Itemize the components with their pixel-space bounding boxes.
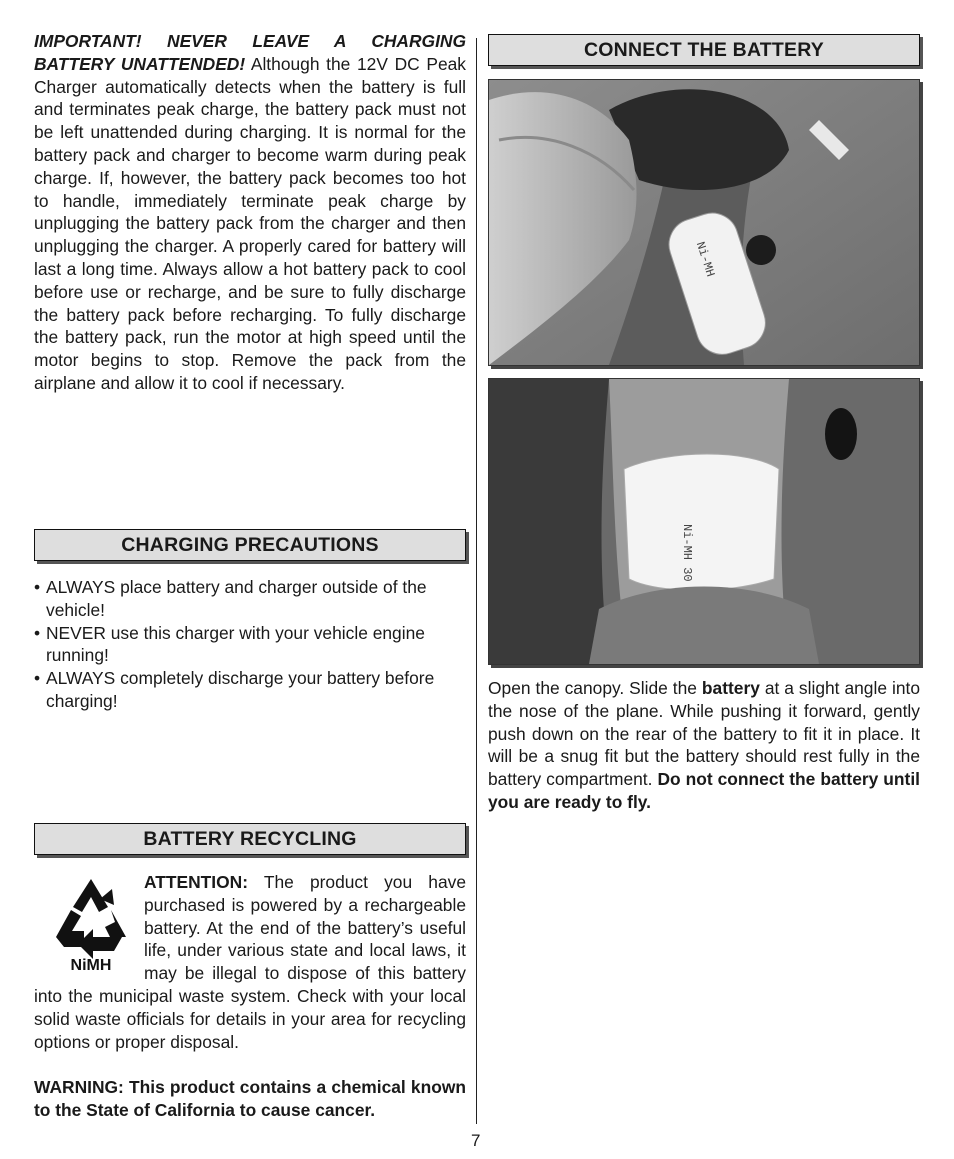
page-number: 7 bbox=[471, 1131, 481, 1150]
recycling-section bbox=[34, 871, 466, 1122]
battery-recycling-title: BATTERY RECYCLING bbox=[143, 828, 357, 850]
recycle-icon bbox=[48, 875, 134, 975]
connect-battery-header bbox=[488, 34, 920, 66]
column-divider bbox=[476, 38, 477, 1124]
left-column bbox=[34, 30, 466, 395]
list-item: • ALWAYS place battery and charger outside of the vehicle! bbox=[34, 577, 427, 620]
precautions-list bbox=[34, 576, 466, 713]
attention-text: The product you have purchased is powered by a rechargeable battery. At the end of the battery’s useful life, under various state and local laws, it may be illegal to dispose of this battery into the municipal waste system. Check with your local solid waste officials for details in your area for recycling options or proper disposal. bbox=[34, 872, 466, 1052]
battery-label-1: Ni-MH bbox=[692, 239, 718, 279]
connect-instructions bbox=[488, 677, 920, 814]
do-not-connect-warning: Do not connect the battery until you are ready to fly. bbox=[488, 769, 920, 812]
battery-insertion-photo-2 bbox=[488, 378, 920, 665]
instructions-text: Open the canopy. Slide the bbox=[488, 678, 702, 698]
connect-battery-title: CONNECT THE BATTERY bbox=[584, 39, 824, 61]
battery-emphasis: battery bbox=[701, 678, 760, 698]
precaution-text: ALWAYS place battery and charger outside of the vehicle! bbox=[46, 577, 427, 620]
battery-recycling-header bbox=[34, 823, 466, 855]
list-item: • NEVER use this charger with your vehicle engine running! bbox=[34, 622, 425, 666]
nimh-label: NiMH bbox=[70, 957, 112, 974]
intro-text: Although the 12V DC Peak Charger automatically detects when the battery is full and terminates peak charge, the battery pack must not be left unattended during charging. It is normal for the battery pack and charger to become warm during peak charge. If, however, the battery pack becomes too hot to handle, immediately terminate peak charge by unplugging the battery pack from the charger and then unplugging the charger. A properly cared for battery will last a long time. Always allow a hot battery pack to cool before use or recharge, and be sure to fully discharge the battery pack before recharging. To fully discharge the battery pack, run the motor at high speed until the motor begins to stop. Remove the pack from the airplane and allow it to cool if necessary. bbox=[34, 53, 466, 393]
charging-precautions-title: CHARGING PRECAUTIONS bbox=[121, 534, 379, 556]
precaution-text: NEVER use this charger with your vehicle engine running! bbox=[46, 622, 425, 666]
battery-insertion-photo-1 bbox=[488, 79, 920, 366]
charging-precautions-header bbox=[34, 529, 466, 561]
instructions-text: at a slight angle into the nose of the plane. While pushing it forward, gently push down on the rear of the battery to fit it in place. It will be a snug fit but the battery should rest fully in the battery compartment. bbox=[488, 678, 920, 790]
california-warning: WARNING: This product contains a chemical known to the State of California to cause cancer. bbox=[34, 1077, 466, 1120]
attention-label: ATTENTION: bbox=[144, 872, 249, 892]
important-warning: IMPORTANT! NEVER LEAVE A CHARGING BATTERY UNATTENDED! bbox=[34, 31, 466, 74]
precaution-text: ALWAYS completely discharge your battery before charging! bbox=[46, 668, 435, 711]
intro-paragraph bbox=[34, 30, 466, 395]
list-item: • ALWAYS completely discharge your battery before charging! bbox=[34, 668, 435, 711]
battery-label-2: Ni-MH 30 bbox=[680, 524, 694, 582]
